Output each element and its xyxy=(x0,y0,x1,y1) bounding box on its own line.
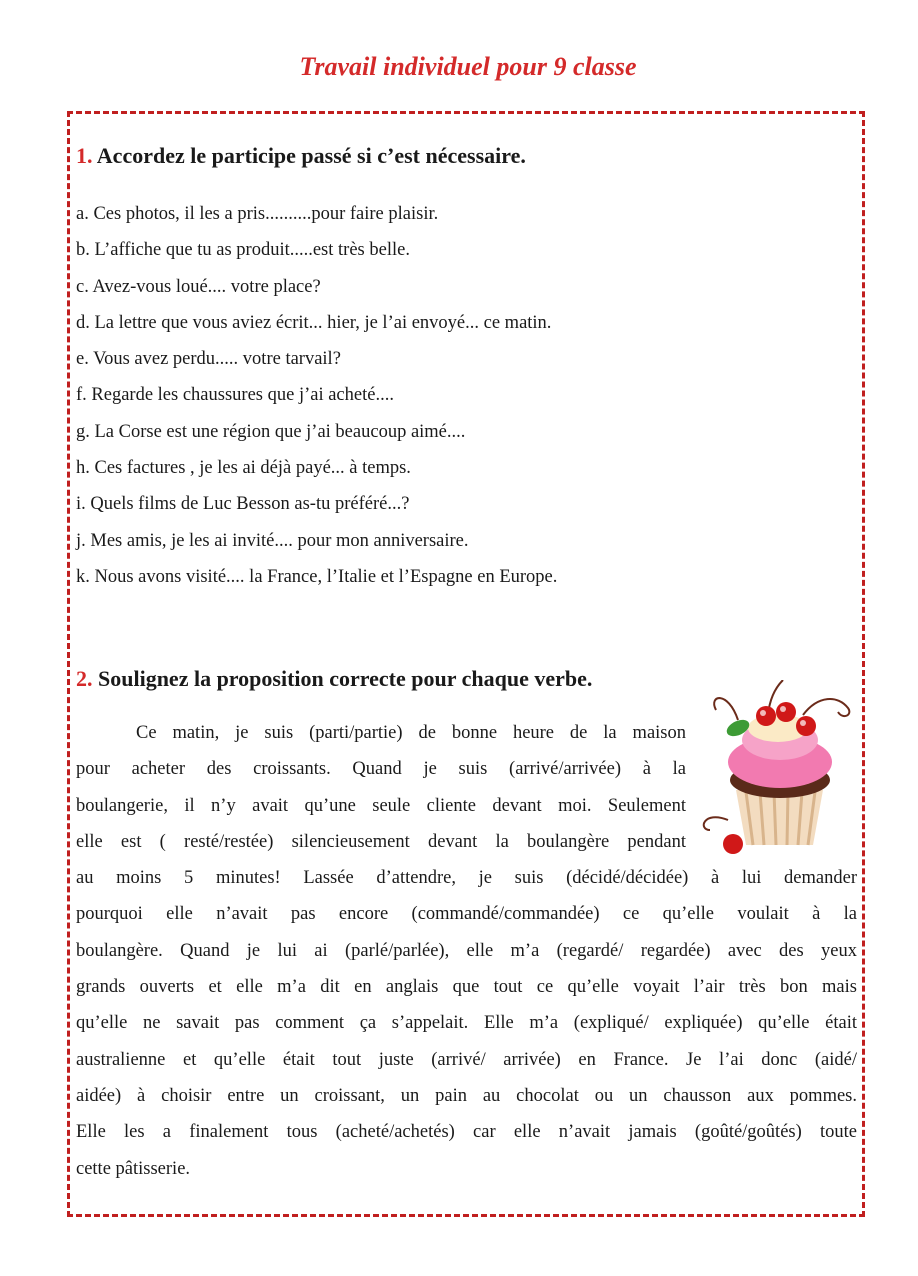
page-title: Travail individuel pour 9 classe xyxy=(299,52,637,81)
list-item: g. La Corse est une région que j’ai beaucoup aimé.... xyxy=(76,421,466,442)
cupcake-icon xyxy=(698,680,858,860)
text-line: qu’elle ne savait pas comment ça s’appelait. Elle m’a (expliqué/ expliquée) qu’elle était xyxy=(76,1013,857,1034)
section-1-heading xyxy=(76,143,526,169)
text-line: Ce matin, je suis (parti/partie) de bonne heure de la maison xyxy=(136,723,686,743)
text-line: aidée) à choisir entre un croissant, un pain au chocolat ou un chausson aux pommes. xyxy=(76,1085,857,1106)
list-item: h. Ces factures , je les ai déjà payé... à temps. xyxy=(76,458,411,479)
list-item: b. L’affiche que tu as produit.....est très belle. xyxy=(76,240,410,261)
list-item: j. Mes amis, je les ai invité.... pour mon anniversaire. xyxy=(76,530,469,551)
list-item: c. Avez-vous loué.... votre place? xyxy=(76,276,321,297)
list-item: d. La lettre que vous aviez écrit... hier, je l’ai envoyé... ce matin. xyxy=(76,312,552,333)
section-1-title: Accordez le participe passé si c’est nécessaire. xyxy=(96,143,526,168)
section-2-number: 2. xyxy=(76,666,93,691)
list-item: f. Regarde les chaussures que j’ai acheté.... xyxy=(76,385,394,406)
text-line: pour acheter des croissants. Quand je suis (arrivé/arrivée) à la xyxy=(76,759,686,780)
text-line: australienne et qu’elle était tout juste (arrivé/ arrivée) en France. Je l’ai donc (aidé/ xyxy=(76,1049,857,1070)
section-1-number: 1. xyxy=(76,143,93,168)
list-item: i. Quels films de Luc Besson as-tu préféré...? xyxy=(76,494,410,515)
text-line: boulangère. Quand je lui ai (parlé/parlée), elle m’a (regardé/ regardée) avec des yeux xyxy=(76,940,857,961)
text-line: grands ouverts et elle m’a dit en anglais que tout ce qu’elle voyait l’air très bon mais xyxy=(76,977,857,998)
list-item: k. Nous avons visité.... la France, l’Italie et l’Espagne en Europe. xyxy=(76,566,558,587)
list-item: e. Vous avez perdu..... votre tarvail? xyxy=(76,349,341,370)
text-line: Elle les a finalement tous (acheté/achetés) car elle n’avait jamais (goûté/goûtés) toute xyxy=(76,1122,857,1143)
text-line: au moins 5 minutes! Lassée d’attendre, je suis (décidé/décidée) à lui demander xyxy=(76,868,857,889)
text-line: boulangerie, il n’y avait qu’une seule cliente devant moi. Seulement xyxy=(76,795,686,816)
list-item: a. Ces photos, il les a pris..........pour faire plaisir. xyxy=(76,204,439,224)
text-line: elle est ( resté/restée) silencieusement devant la boulangère pendant xyxy=(76,831,686,852)
section-2-title: Soulignez la proposition correcte pour chaque verbe. xyxy=(98,666,593,691)
section-2-heading xyxy=(76,666,592,692)
text-line: pourquoi elle n’avait pas encore (commandé/commandée) ce qu’elle voulait à la xyxy=(76,904,857,925)
text-line: cette pâtisserie. xyxy=(76,1158,191,1179)
exercise-1-list xyxy=(76,200,557,599)
